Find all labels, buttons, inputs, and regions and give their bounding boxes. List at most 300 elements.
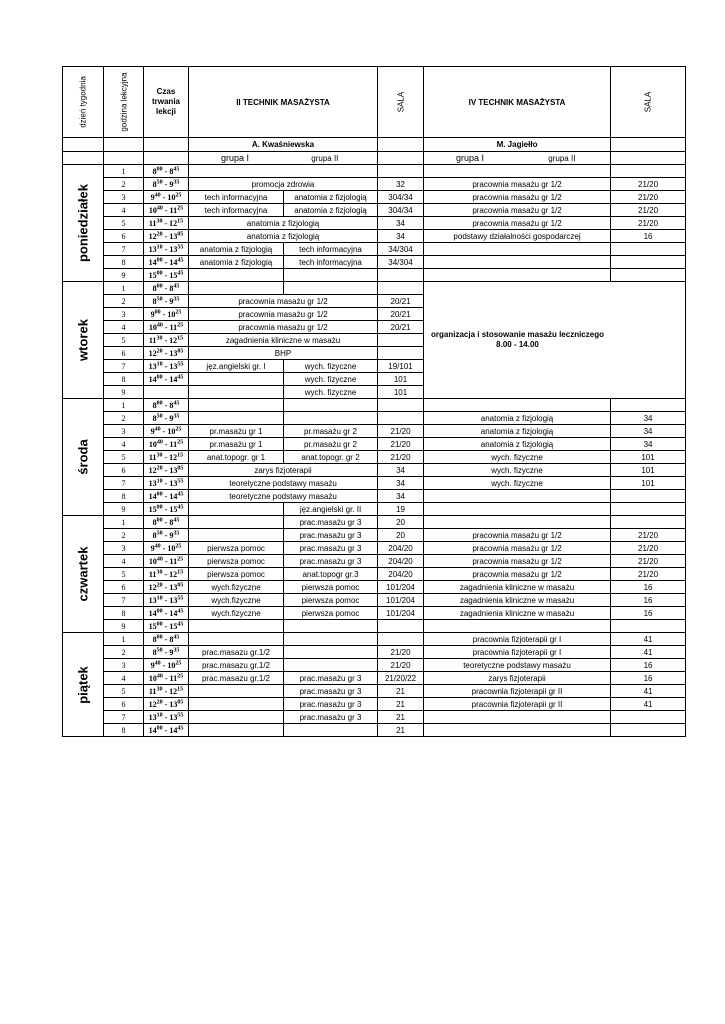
time-end-hour: 10 — [167, 309, 176, 319]
class1-room: 101 — [378, 373, 424, 386]
time-start-hour: 13 — [148, 595, 157, 605]
class1-room: 19/101 — [378, 360, 424, 373]
time-end-min: 45 — [177, 503, 184, 510]
time-start-hour: 8 — [152, 166, 157, 176]
class1-room — [378, 347, 424, 360]
day-name: piątek — [75, 665, 91, 704]
lesson-number: 3 — [104, 425, 144, 438]
class2-lesson — [424, 711, 611, 724]
lesson-number: 2 — [104, 646, 144, 659]
class1-room — [378, 412, 424, 425]
day-name: czwartek — [75, 546, 91, 602]
class2-lesson: anatomia z fizjologią — [424, 412, 611, 425]
time-end-min: 35 — [173, 646, 180, 653]
time-end-hour: 9 — [169, 647, 174, 657]
class1-group2-lesson: prac.masażu gr 3 — [284, 529, 378, 542]
lesson-number: 2 — [104, 295, 144, 308]
class2-room: 101 — [611, 451, 686, 464]
table-row — [63, 490, 686, 503]
time-cell: $13^{10} - 13^{55}$ — [144, 477, 189, 490]
time-end-min: 25 — [175, 542, 182, 549]
class2-room: 16 — [611, 581, 686, 594]
class1-room: 34 — [378, 230, 424, 243]
time-start-hour: 8 — [152, 283, 157, 293]
lesson-number: 7 — [104, 711, 144, 724]
class2-room: 16 — [611, 659, 686, 672]
time-start-min: 00 — [156, 633, 163, 640]
time-cell: $12^{20} - 13^{05}$ — [144, 581, 189, 594]
class2-room — [611, 711, 686, 724]
class1-title: II TECHNIK MASAŻYSTA — [189, 67, 378, 138]
class2-lesson — [424, 516, 611, 529]
class2-room: 41 — [611, 698, 686, 711]
class2-room: 16 — [611, 607, 686, 620]
lesson-number: 8 — [104, 373, 144, 386]
lesson-number: 4 — [104, 438, 144, 451]
table-row — [63, 542, 686, 555]
class2-lesson: pracownia fizjoterapii gr II — [424, 685, 611, 698]
lesson-header-label: godzina lekcyjna — [119, 72, 128, 132]
table-row — [63, 282, 686, 295]
class1-group1-lesson: wych.fizyczne — [189, 594, 284, 607]
time-start-min: 50 — [156, 295, 163, 302]
table-row — [63, 724, 686, 737]
lesson-number: 4 — [104, 204, 144, 217]
day-cell — [63, 399, 104, 516]
time-end-hour: 13 — [169, 465, 178, 475]
class1-group1-lesson: pierwsza pomoc — [189, 555, 284, 568]
class1-group1-lesson — [189, 412, 284, 425]
time-cell: $8^{50} - 9^{35}$ — [144, 178, 189, 191]
day-name: poniedziałek — [75, 183, 91, 263]
lesson-number: 1 — [104, 516, 144, 529]
class1-lesson: zarys fizjoterapii — [189, 464, 378, 477]
time-start-min: 10 — [156, 711, 163, 718]
class2-room — [611, 243, 686, 256]
time-start-min: 00 — [156, 282, 163, 289]
time-start-min: 20 — [156, 698, 163, 705]
class2-room — [611, 256, 686, 269]
class1-room: 21/20/22 — [378, 672, 424, 685]
lesson-number: 3 — [104, 542, 144, 555]
time-start-hour: 8 — [152, 634, 157, 644]
class2-room: 101 — [611, 477, 686, 490]
time-cell: $15^{00} - 15^{45}$ — [144, 269, 189, 282]
class2-lesson: pracownia masażu gr 1/2 — [424, 529, 611, 542]
class2-lesson: pracownia masażu gr 1/2 — [424, 542, 611, 555]
lesson-number: 1 — [104, 282, 144, 295]
class1-group2-lesson: anat.topogr. gr 2 — [284, 451, 378, 464]
table-row — [63, 243, 686, 256]
class1-room — [378, 269, 424, 282]
class1-room — [378, 633, 424, 646]
time-end-min: 25 — [177, 555, 184, 562]
lesson-number: 9 — [104, 386, 144, 399]
time-cell: $9^{40} - 10^{25}$ — [144, 191, 189, 204]
class1-room: 21/20 — [378, 659, 424, 672]
lesson-number: 9 — [104, 620, 144, 633]
class1-group2-lesson: prac.masażu gr 3 — [284, 685, 378, 698]
time-cell: $8^{00} - 8^{45}$ — [144, 633, 189, 646]
time-cell: $14^{00} - 14^{45}$ — [144, 490, 189, 503]
class1-group1-lesson: pierwsza pomoc — [189, 542, 284, 555]
class2-lesson: wych. fizyczne — [424, 451, 611, 464]
table-row — [63, 451, 686, 464]
time-cell: $8^{50} - 9^{35}$ — [144, 412, 189, 425]
time-end-min: 55 — [177, 477, 184, 484]
time-end-min: 15 — [177, 685, 184, 692]
time-end-min: 05 — [177, 347, 184, 354]
class2-room: 41 — [611, 646, 686, 659]
time-end-min: 35 — [173, 412, 180, 419]
class1-room — [378, 165, 424, 178]
class1-group1-lesson — [189, 529, 284, 542]
class2-room: 41 — [611, 633, 686, 646]
time-end-min: 25 — [175, 425, 182, 432]
class2-title: IV TECHNIK MASAŻYSTA — [424, 67, 611, 138]
time-end-hour: 13 — [169, 699, 178, 709]
class1-group2-lesson: tech informacyjna — [284, 256, 378, 269]
time-end-min: 05 — [177, 581, 184, 588]
time-start-min: 50 — [156, 178, 163, 185]
lesson-number: 7 — [104, 243, 144, 256]
lesson-number: 7 — [104, 477, 144, 490]
time-cell: $11^{30} - 12^{15}$ — [144, 685, 189, 698]
class2-lesson: podstawy działalności gospodarczej — [424, 230, 611, 243]
class1-room — [378, 399, 424, 412]
class1-group1-lesson: tech informacyjna — [189, 191, 284, 204]
time-start-hour: 13 — [148, 244, 157, 254]
class1-group2-lesson — [284, 282, 378, 295]
time-start-min: 30 — [156, 685, 163, 692]
time-cell — [144, 386, 189, 399]
lesson-number: 5 — [104, 685, 144, 698]
time-start-hour: 14 — [148, 725, 157, 735]
time-start-hour: 8 — [152, 530, 157, 540]
day-cell — [63, 516, 104, 633]
class1-room: 20 — [378, 516, 424, 529]
time-start-hour: 9 — [150, 192, 155, 202]
time-cell: $10^{40} - 11^{25}$ — [144, 672, 189, 685]
time-end-hour: 11 — [169, 556, 178, 566]
class1-group1-lesson: prac.masazu gr.1/2 — [189, 672, 284, 685]
time-end-hour: 11 — [169, 322, 178, 332]
class1-group1-lesson: prac.masazu gr.1/2 — [189, 646, 284, 659]
time-start-min: 40 — [156, 204, 163, 211]
time-start-min: 50 — [156, 646, 163, 653]
table-row — [63, 594, 686, 607]
time-start-min: 00 — [156, 165, 163, 172]
schedule-body — [63, 67, 686, 737]
time-start-min: 30 — [156, 451, 163, 458]
time-end-min: 45 — [177, 269, 184, 276]
time-end-hour: 10 — [167, 192, 176, 202]
class2-lesson: wych. fizyczne — [424, 464, 611, 477]
class2-room: 34 — [611, 425, 686, 438]
day-name: środa — [75, 439, 91, 475]
group1-label: grupa I — [221, 152, 250, 163]
time-cell: $12^{20} - 13^{05}$ — [144, 464, 189, 477]
time-end-hour: 12 — [169, 569, 178, 579]
class1-room — [378, 334, 424, 347]
class1-room — [378, 620, 424, 633]
time-start-hour: 15 — [148, 270, 157, 280]
table-row — [63, 633, 686, 646]
time-cell: $8^{00} - 8^{45}$ — [144, 516, 189, 529]
class2-lesson — [424, 165, 611, 178]
class1-room: 34 — [378, 464, 424, 477]
group2-label: grupa II — [311, 153, 339, 163]
time-start-hour: 10 — [148, 673, 157, 683]
time-start-min: 40 — [154, 542, 161, 549]
lesson-number: 4 — [104, 555, 144, 568]
lesson-number: 6 — [104, 698, 144, 711]
class1-room: 21/20 — [378, 646, 424, 659]
class1-group2-lesson: prac.masażu gr 3 — [284, 542, 378, 555]
class1-room: 101/204 — [378, 581, 424, 594]
time-cell: $14^{00} - 14^{45}$ — [144, 373, 189, 386]
time-end-min: 55 — [177, 594, 184, 601]
class2-room: 21/20 — [611, 568, 686, 581]
time-start-min: 50 — [156, 412, 163, 419]
class1-group2-lesson: anatomia z fizjologią — [284, 204, 378, 217]
class1-lesson: pracownia masażu gr 1/2 — [189, 295, 378, 308]
time-end-hour: 13 — [169, 361, 178, 371]
lesson-number: 5 — [104, 451, 144, 464]
class1-room: 34 — [378, 477, 424, 490]
table-row — [63, 204, 686, 217]
time-cell: $12^{20} - 13^{05}$ — [144, 347, 189, 360]
time-end-min: 45 — [173, 165, 180, 172]
table-row — [63, 269, 686, 282]
table-row — [63, 646, 686, 659]
table-row — [63, 529, 686, 542]
time-start-min: 10 — [156, 360, 163, 367]
class1-room: 21 — [378, 698, 424, 711]
time-end-min: 05 — [177, 698, 184, 705]
class1-group1-lesson — [189, 386, 284, 399]
class2-lesson — [424, 620, 611, 633]
time-cell: $9^{00} - 10^{25}$ — [144, 308, 189, 321]
class2-room: 21/20 — [611, 555, 686, 568]
table-row — [63, 438, 686, 451]
time-start-hour: 14 — [148, 257, 157, 267]
class1-group1-lesson — [189, 724, 284, 737]
time-end-min: 45 — [177, 490, 184, 497]
class1-group2-lesson: prac.masażu gr 3 — [284, 711, 378, 724]
class2-lesson: pracownia masażu gr 1/2 — [424, 191, 611, 204]
class1-group2-lesson: prac.masażu gr 3 — [284, 555, 378, 568]
time-cell: $11^{30} - 12^{15}$ — [144, 217, 189, 230]
time-start-hour: 11 — [148, 686, 157, 696]
class2-room: 16 — [611, 230, 686, 243]
class1-group2-lesson: jęz.angielski gr. II — [284, 503, 378, 516]
time-start-hour: 11 — [148, 218, 157, 228]
class2-lesson: pracownia masażu gr 1/2 — [424, 217, 611, 230]
time-start-hour: 9 — [150, 543, 155, 553]
class1-group2-lesson: pierwsza pomoc — [284, 594, 378, 607]
class1-room: 20/21 — [378, 308, 424, 321]
time-end-hour: 12 — [169, 218, 178, 228]
class1-group1-lesson: anat.topogr. gr 1 — [189, 451, 284, 464]
class2-lesson: pracownia masażu gr 1/2 — [424, 178, 611, 191]
time-start-hour: 8 — [152, 413, 157, 423]
time-end-min: 45 — [177, 724, 184, 731]
lesson-number: 1 — [104, 633, 144, 646]
time-cell: $11^{30} - 12^{15}$ — [144, 334, 189, 347]
lesson-number: 2 — [104, 178, 144, 191]
lesson-number: 8 — [104, 607, 144, 620]
time-end-hour: 12 — [169, 452, 178, 462]
table-row — [63, 568, 686, 581]
time-start-min: 00 — [156, 373, 163, 380]
lesson-number: 5 — [104, 334, 144, 347]
table-row — [63, 256, 686, 269]
class2-room: 16 — [611, 594, 686, 607]
time-end-hour: 13 — [169, 478, 178, 488]
lesson-number: 2 — [104, 412, 144, 425]
class1-group1-lesson: wych.fizyczne — [189, 607, 284, 620]
class2-room — [611, 269, 686, 282]
time-start-min: 40 — [154, 659, 161, 666]
class2-room — [611, 490, 686, 503]
class1-room: 21/20 — [378, 425, 424, 438]
time-end-hour: 13 — [169, 348, 178, 358]
lesson-number: 6 — [104, 230, 144, 243]
time-cell: $11^{30} - 12^{15}$ — [144, 568, 189, 581]
table-row — [63, 581, 686, 594]
class2-lesson — [424, 256, 611, 269]
time-start-min: 10 — [156, 243, 163, 250]
time-end-min: 55 — [177, 243, 184, 250]
time-start-hour: 14 — [148, 491, 157, 501]
class1-group2-lesson: wych. fizyczne — [284, 386, 378, 399]
class1-room: 304/34 — [378, 204, 424, 217]
time-start-min: 00 — [156, 724, 163, 731]
time-cell: $14^{00} - 14^{45}$ — [144, 607, 189, 620]
time-end-min: 55 — [177, 360, 184, 367]
class1-room: 101 — [378, 386, 424, 399]
class1-lesson — [189, 165, 378, 178]
lesson-number: 6 — [104, 581, 144, 594]
time-end-min: 25 — [177, 321, 184, 328]
day-header-label: dzień tygodnia — [78, 76, 88, 128]
class2-room: 16 — [611, 672, 686, 685]
time-end-min: 45 — [177, 256, 184, 263]
time-end-min: 55 — [177, 711, 184, 718]
time-end-min: 25 — [175, 308, 182, 315]
table-row — [63, 178, 686, 191]
time-end-min: 35 — [173, 295, 180, 302]
time-end-hour: 10 — [167, 660, 176, 670]
time-start-min: 40 — [156, 321, 163, 328]
class1-room: 204/20 — [378, 555, 424, 568]
table-row — [63, 685, 686, 698]
class2-lesson — [424, 724, 611, 737]
lesson-number: 9 — [104, 269, 144, 282]
time-start-min: 40 — [154, 191, 161, 198]
time-header-label: Czas trwania lekcji — [151, 87, 180, 116]
class2-room — [611, 503, 686, 516]
class1-group2-lesson — [284, 633, 378, 646]
class1-lesson: teoretyczne podstawy masażu — [189, 477, 378, 490]
time-start-hour: 8 — [152, 296, 157, 306]
time-cell: $8^{50} - 9^{35}$ — [144, 295, 189, 308]
class2-lesson: pracownia masażu gr 1/2 — [424, 568, 611, 581]
class1-group1-lesson: wych.fizyczne — [189, 581, 284, 594]
class2-room: 21/20 — [611, 204, 686, 217]
time-start-hour: 9 — [150, 309, 155, 319]
time-start-min: 40 — [154, 425, 161, 432]
class1-lesson: teoretyczne podstawy masażu — [189, 490, 378, 503]
class1-room — [378, 282, 424, 295]
lesson-number: 5 — [104, 217, 144, 230]
time-cell: $12^{20} - 13^{05}$ — [144, 230, 189, 243]
class1-group1-lesson: prac.masazu gr.1/2 — [189, 659, 284, 672]
time-end-hour: 11 — [169, 439, 178, 449]
class2-lesson: pracownia fizjoterapii gr I — [424, 646, 611, 659]
class1-group2-lesson: wych. fizyczne — [284, 360, 378, 373]
class1-room: 101/204 — [378, 594, 424, 607]
class1-group2-lesson — [284, 620, 378, 633]
time-start-hour: 10 — [148, 205, 157, 215]
time-end-min: 45 — [173, 516, 180, 523]
time-end-hour: 8 — [169, 400, 174, 410]
class1-room: 21 — [378, 685, 424, 698]
class2-room — [611, 724, 686, 737]
time-end-hour: 13 — [169, 582, 178, 592]
class2-room: 34 — [611, 438, 686, 451]
class1-room: 21/20 — [378, 451, 424, 464]
class1-room: 21/20 — [378, 438, 424, 451]
time-end-hour: 15 — [169, 621, 178, 631]
class1-group1-lesson: pr.masażu gr 1 — [189, 438, 284, 451]
table-row — [63, 230, 686, 243]
class2-lesson: zagadnienia kliniczne w masażu — [424, 581, 611, 594]
group4-label: grupa II — [548, 153, 576, 163]
class1-group2-lesson — [284, 412, 378, 425]
table-row — [63, 620, 686, 633]
class2-lesson: anatomia z fizjologią — [424, 438, 611, 451]
time-cell: $14^{00} - 14^{45}$ — [144, 256, 189, 269]
lesson-number: 8 — [104, 724, 144, 737]
teacher-row — [63, 138, 686, 152]
time-end-hour: 10 — [167, 543, 176, 553]
lesson-number: 6 — [104, 347, 144, 360]
time-end-min: 25 — [175, 659, 182, 666]
time-cell: $10^{40} - 11^{25}$ — [144, 438, 189, 451]
class1-room: 20 — [378, 529, 424, 542]
time-cell: $9^{40} - 10^{25}$ — [144, 425, 189, 438]
lesson-header — [104, 67, 144, 138]
time-end-hour: 13 — [169, 712, 178, 722]
class1-group1-lesson — [189, 503, 284, 516]
time-start-hour: 10 — [148, 322, 157, 332]
time-end-min: 45 — [173, 633, 180, 640]
time-cell: $8^{50} - 9^{35}$ — [144, 646, 189, 659]
class1-group2-lesson: pr.masażu gr 2 — [284, 425, 378, 438]
time-end-min: 15 — [177, 334, 184, 341]
table-row — [63, 607, 686, 620]
class2-lesson: teoretyczne podstawy masażu — [424, 659, 611, 672]
class1-room: 32 — [378, 178, 424, 191]
class1-group1-lesson — [189, 633, 284, 646]
time-start-min: 20 — [156, 230, 163, 237]
lesson-number: 6 — [104, 464, 144, 477]
class2-lesson: zagadnienia kliniczne w masażu — [424, 594, 611, 607]
time-start-hour: 12 — [148, 231, 157, 241]
time-end-min: 45 — [177, 607, 184, 614]
